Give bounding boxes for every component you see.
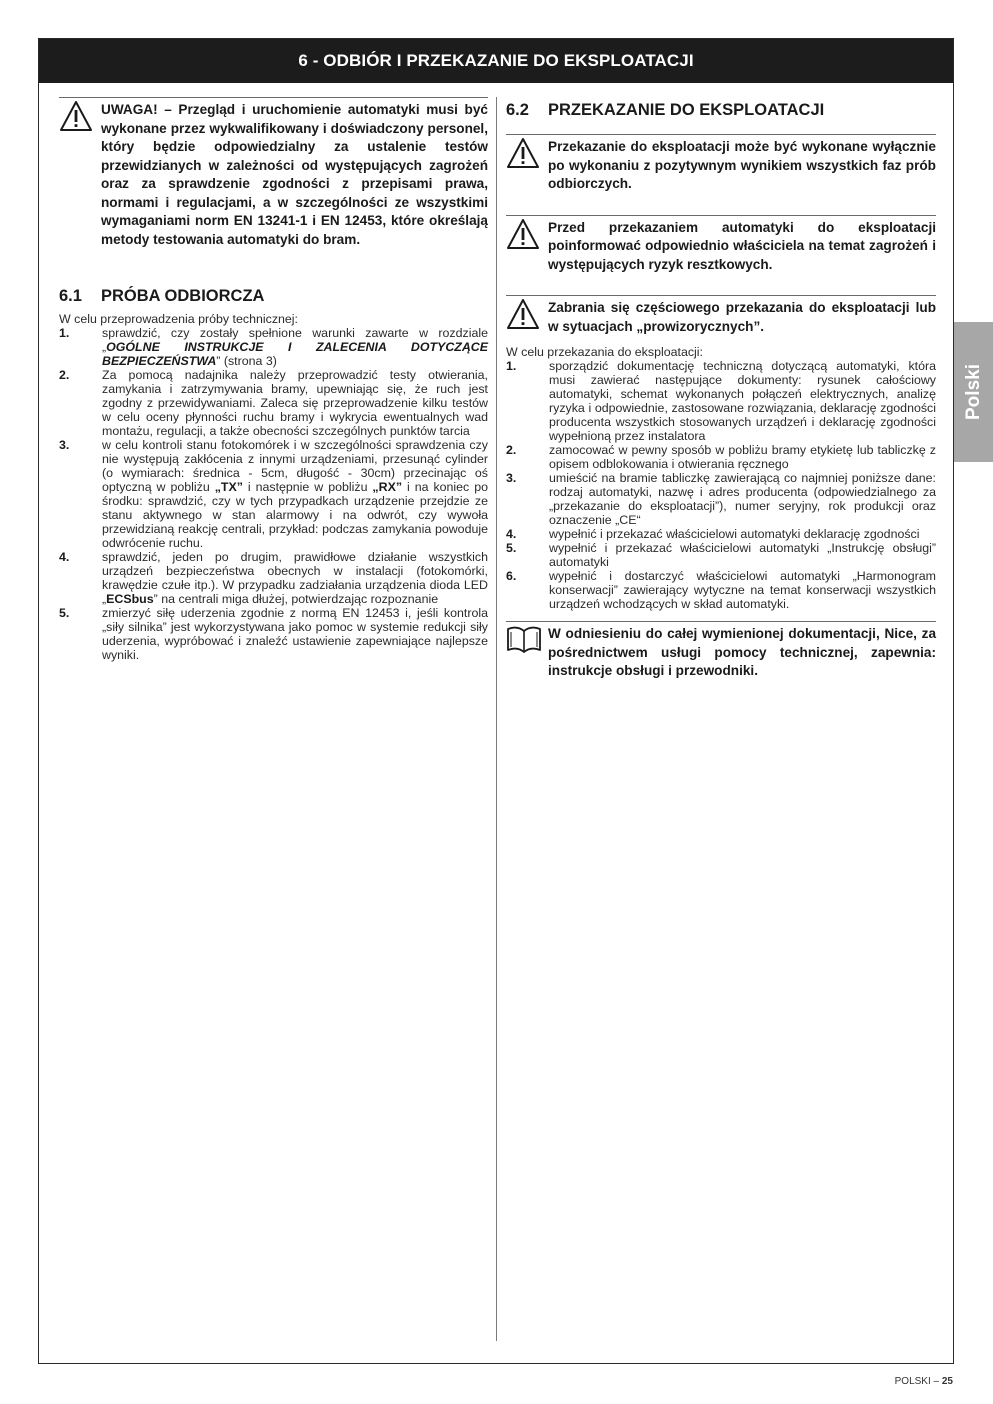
step-text bbox=[102, 326, 488, 368]
emphasis-tx: „TX” bbox=[214, 480, 243, 494]
page-frame bbox=[38, 38, 954, 1364]
warning-box bbox=[59, 98, 488, 249]
list-item bbox=[59, 606, 488, 662]
step-text-part: ” na centrali miga dłużej, potwierdzając rozpoznanie bbox=[153, 592, 439, 606]
warning-text: Przekazanie do eksploatacji może być wykonane wyłącznie po wykonaniu z pozytywnym wynikiem wszystkich faz prób odbiorczych. bbox=[548, 139, 936, 191]
step-text: zmierzyć siłę uderzenia zgodnie z normą EN 12453 i, jeśli kontrola „siły silnika” jest wykorzystywana jako pomoc w systemie redukcji siły uderzenia, wypróbować i znaleźć ustawienie zapewniające najlepsze wyniki. bbox=[102, 606, 488, 662]
section-intro: W celu przekazania do eksploatacji: bbox=[506, 345, 703, 359]
column-divider bbox=[496, 97, 497, 1341]
step-text: wypełnić i dostarczyć właścicielowi automatyki „Harmonogram konserwacji” zawierający wytyczne na temat konserwacji wszystkich urządzeń wchodzących w skład automatyki. bbox=[549, 569, 936, 611]
step-number: 1. bbox=[59, 326, 70, 340]
section-title: PRZEKAZANIE DO EKSPLOATACJI bbox=[548, 101, 825, 119]
list-item bbox=[506, 471, 936, 527]
warning-triangle-icon bbox=[506, 298, 544, 336]
open-book-icon bbox=[506, 624, 544, 662]
step-number: 5. bbox=[506, 541, 517, 555]
section-number: 6.2 bbox=[506, 101, 529, 119]
warning-text: UWAGA! – Przegląd i uruchomienie automatyki musi być wykonane przez wykwalifikowany i doświadczony personel, który będzie odpowiedzialny za ustalenie testów przewidzianych w zależności od występujących zagrożeń oraz za sprawdzenie zgodności z przepisami prawa, normami i regulacjami, a w szczególności ze wszystkimi wymaganiami norm EN 13241-1 i EN 12453, które określają metody testowania automatyki do bram. bbox=[101, 102, 488, 247]
page-number: 25 bbox=[941, 1376, 953, 1387]
step-text-part: i następnie w pobliżu bbox=[242, 480, 373, 494]
step-text-part: ” (strona 3) bbox=[216, 354, 277, 368]
warning-box bbox=[506, 296, 936, 336]
step-number: 2. bbox=[506, 443, 517, 457]
list-item bbox=[506, 527, 936, 541]
warning-box bbox=[506, 216, 936, 275]
step-text bbox=[102, 438, 488, 550]
list-item bbox=[506, 359, 936, 443]
warning-text: Zabrania się częściowego przekazania do eksploatacji lub w sytuacjach „prowizorycznych”. bbox=[548, 300, 936, 334]
step-number: 4. bbox=[59, 550, 70, 564]
right-column bbox=[506, 97, 936, 681]
step-number: 2. bbox=[59, 368, 70, 382]
list-item bbox=[506, 569, 936, 611]
footer-label: POLSKI – bbox=[894, 1376, 942, 1387]
step-text: Za pomocą nadajnika należy przeprowadzić testy otwierania, zamykania i zatrzymywania bramy, upewniając się, że ruch jest zgodny z przewidywaniami. Zaleca się przeprowadzenie kilku testów w celu oceny płynności ruchu bramy i wykrycia ewentualnych wad montażu, regulacji, a także obecności szczególnych punktów tarcia bbox=[102, 368, 488, 438]
list-item bbox=[59, 326, 488, 368]
step-number: 4. bbox=[506, 527, 517, 541]
list-item bbox=[59, 550, 488, 606]
step-text-part: i na koniec po środku: sprawdzić, czy w tych przypadkach urządzenie przejdzie ze stanu aktywnego w stan alarmowy i na odwrót, czy wywoła przewidzianą reakcję centrali, przykład: podczas zamykania powoduje odwrócenie ruchu. bbox=[102, 480, 488, 550]
step-number: 3. bbox=[59, 438, 70, 452]
list-item bbox=[59, 368, 488, 438]
warning-text: Przed przekazaniem automatyki do eksploatacji poinformować odpowiednio właściciela na temat zagrożeń i występujących ryzyk resztkowych. bbox=[548, 219, 936, 272]
step-text-part: sprawdzić, jeden po drugim, prawidłowe działanie wszystkich urządzeń bezpieczeństwa obecnych w instalacji (fotokomórki, krawędzie czułe itp.). W przypadku zadziałania urządzenia dioda LED „ bbox=[102, 550, 488, 606]
step-number: 6. bbox=[506, 569, 517, 583]
test-steps-list bbox=[59, 326, 488, 662]
emphasis-rx: „RX” bbox=[372, 480, 403, 494]
step-text: umieścić na bramie tabliczkę zawierającą co najmniej poniższe dane: rodzaj automatyki, nazwę i adres producenta (odpowiedzialnego za „przekazanie do eksploatacji”), numer seryjny, rok produkcji oraz oznaczenie „CE“ bbox=[549, 471, 936, 527]
step-number: 3. bbox=[506, 471, 517, 485]
step-number: 5. bbox=[59, 606, 70, 620]
list-item bbox=[506, 443, 936, 471]
step-text: sporządzić dokumentację techniczną dotyczącą automatyki, która musi zawierać następujące dokumenty: rysunek całościowy automatyki, schemat wykonanych połączeń elektrycznych, analizę ryzyka i odpowiednie, zastosowane rozwiązania, deklarację zgodności producenta wszystkich stosowanych urządzeń i deklarację zgodności wypełnioną przez instalatora bbox=[549, 359, 936, 443]
section-heading bbox=[59, 287, 488, 306]
step-text: wypełnić i przekazać właścicielowi automatyki „Instrukcję obsługi” automatyki bbox=[549, 541, 936, 569]
chapter-reference: OGÓLNE INSTRUKCJE I ZALECENIA DOTYCZĄCE BEZPIECZEŃSTWA bbox=[102, 340, 488, 368]
left-column bbox=[59, 97, 488, 662]
step-text: wypełnić i przekazać właścicielowi automatyki deklarację zgodności bbox=[549, 527, 920, 541]
step-number: 1. bbox=[506, 359, 517, 373]
warning-box bbox=[506, 135, 936, 194]
warning-triangle-icon bbox=[506, 137, 544, 175]
list-item bbox=[59, 438, 488, 550]
note-box bbox=[506, 622, 936, 681]
emphasis-ecsbus: ECSbus bbox=[106, 592, 154, 606]
language-tab bbox=[954, 322, 993, 462]
list-item bbox=[506, 541, 936, 569]
chapter-header bbox=[39, 39, 953, 83]
section-intro: W celu przeprowadzenia próby technicznej: bbox=[59, 312, 298, 326]
step-text bbox=[102, 550, 488, 606]
note-text: W odniesieniu do całej wymienionej dokumentacji, Nice, za pośrednictwem usługi pomocy technicznej, zapewnia: instrukcje obsługi i przewodniki. bbox=[548, 626, 936, 678]
warning-triangle-icon bbox=[506, 218, 544, 256]
step-text-part: w celu kontroli stanu fotokomórek i w szczególności sprawdzenia czy nie występują zakłócenia z innymi urządzeniami, przesunąć cylinder (o wymiarach: średnica - 5cm, długość - 30cm) przecinając oś optyczną w pobliżu bbox=[102, 438, 488, 494]
language-tab-label: Polski bbox=[962, 364, 984, 420]
handover-steps-list bbox=[506, 359, 936, 611]
section-number: 6.1 bbox=[59, 287, 82, 305]
step-text: zamocować w pewny sposób w pobliżu bramy etykietę lub tabliczkę z opisem odblokowania i otwierania ręcznego bbox=[549, 443, 936, 471]
section-title: PRÓBA ODBIORCZA bbox=[101, 287, 265, 305]
page-footer bbox=[895, 1376, 953, 1387]
chapter-title: 6 - ODBIÓR I PRZEKAZANIE DO EKSPLOATACJI bbox=[298, 51, 694, 70]
section-heading bbox=[506, 101, 936, 120]
step-text-part: sprawdzić, czy zostały spełnione warunki zawarte w rozdziale „ bbox=[102, 326, 488, 354]
warning-triangle-icon bbox=[59, 100, 97, 138]
